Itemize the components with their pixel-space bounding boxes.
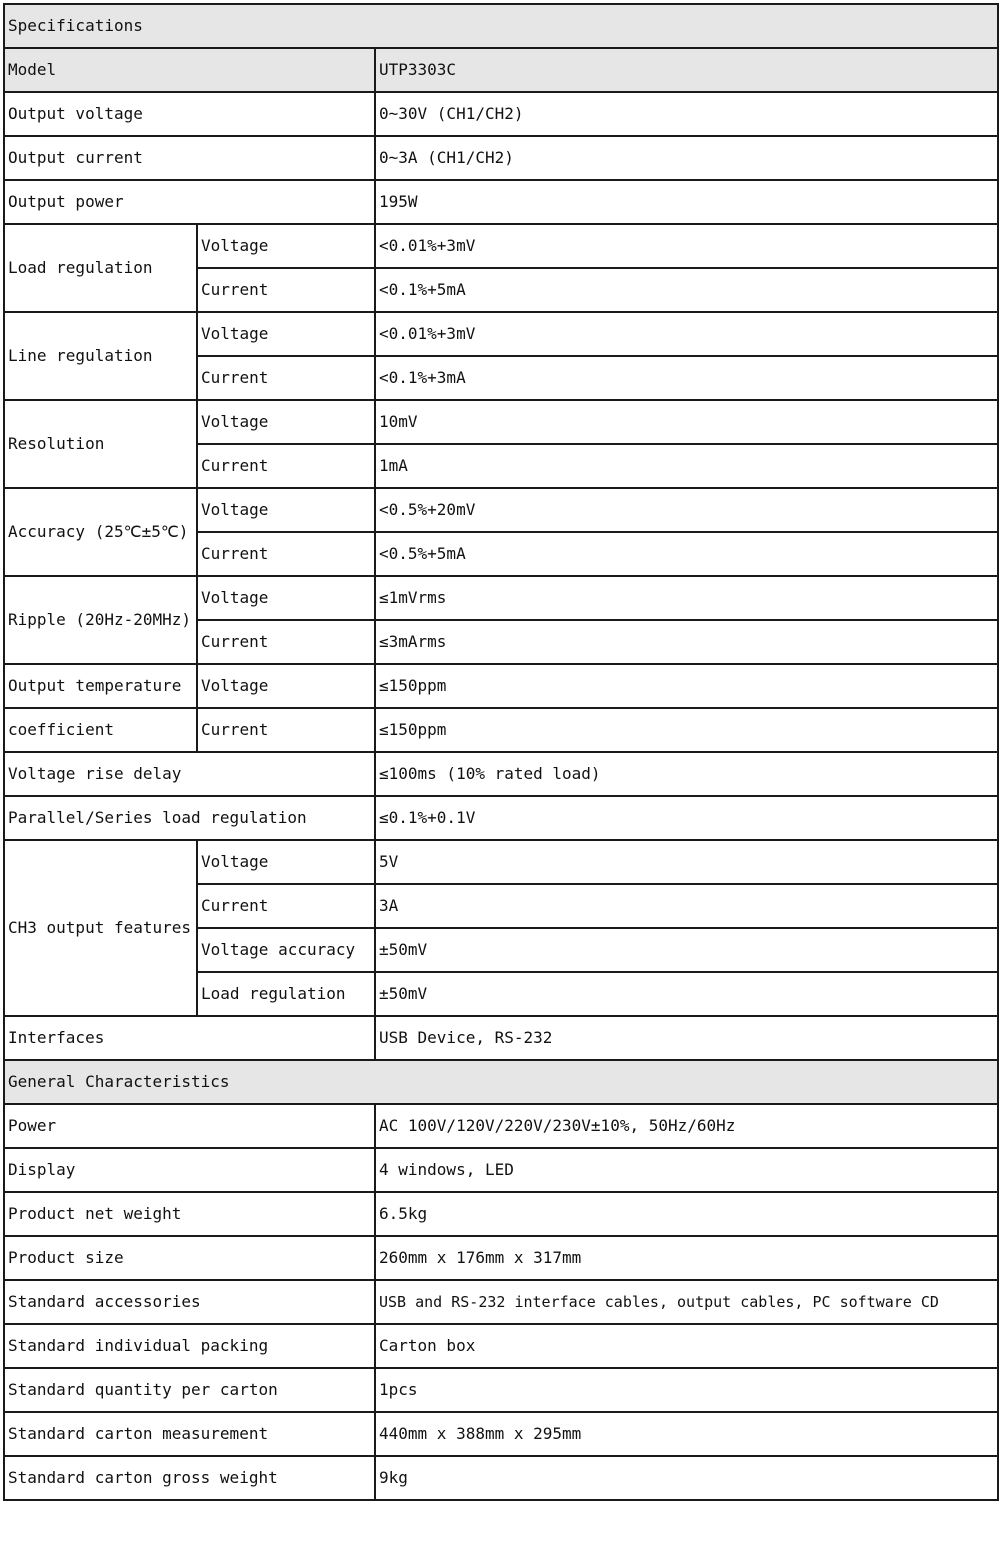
table-row [4, 1324, 998, 1368]
spec-sub-label: Voltage [197, 576, 375, 620]
table-row [4, 1456, 998, 1500]
spec-label: Standard carton gross weight [4, 1456, 375, 1500]
table-row [4, 1368, 998, 1412]
spec-value: 6.5kg [375, 1192, 998, 1236]
table-row [4, 708, 998, 752]
spec-value: ≤100ms (10% rated load) [375, 752, 998, 796]
spec-sub-label: Voltage [197, 664, 375, 708]
spec-value: ≤150ppm [375, 708, 998, 752]
spec-label: Output voltage [4, 92, 375, 136]
spec-sub-label: Current [197, 884, 375, 928]
spec-value: 4 windows, LED [375, 1148, 998, 1192]
spec-group-label: Line regulation [4, 312, 197, 400]
spec-label: Interfaces [4, 1016, 375, 1060]
table-row [4, 180, 998, 224]
spec-value: 5V [375, 840, 998, 884]
table-row [4, 400, 998, 444]
table-row [4, 224, 998, 268]
spec-value: UTP3303C [375, 48, 998, 92]
spec-sub-label: Current [197, 356, 375, 400]
spec-group-label: coefficient [4, 708, 197, 752]
spec-value: 10mV [375, 400, 998, 444]
table-row [4, 1148, 998, 1192]
spec-label: Output current [4, 136, 375, 180]
spec-value: AC 100V/120V/220V/230V±10%, 50Hz/60Hz [375, 1104, 998, 1148]
spec-group-label: Output temperature [4, 664, 197, 708]
table-row [4, 1236, 998, 1280]
spec-value: ≤0.1%+0.1V [375, 796, 998, 840]
spec-value: 260mm x 176mm x 317mm [375, 1236, 998, 1280]
section-header-row [4, 1060, 998, 1104]
spec-value: <0.01%+3mV [375, 224, 998, 268]
spec-value: <0.01%+3mV [375, 312, 998, 356]
spec-label: Product size [4, 1236, 375, 1280]
table-row [4, 664, 998, 708]
table-row [4, 92, 998, 136]
spec-label: Product net weight [4, 1192, 375, 1236]
section-title: General Characteristics [4, 1060, 998, 1104]
spec-value: ±50mV [375, 928, 998, 972]
table-row [4, 752, 998, 796]
table-row [4, 1412, 998, 1456]
spec-sub-label: Current [197, 532, 375, 576]
spec-value: 0~3A (CH1/CH2) [375, 136, 998, 180]
table-row [4, 796, 998, 840]
section-header-row [4, 4, 998, 48]
table-row [4, 48, 998, 92]
spec-sub-label: Voltage [197, 312, 375, 356]
spec-label: Standard quantity per carton [4, 1368, 375, 1412]
table-row [4, 136, 998, 180]
spec-value: Carton box [375, 1324, 998, 1368]
spec-sub-label: Current [197, 708, 375, 752]
spec-value: 9kg [375, 1456, 998, 1500]
spec-sub-label: Current [197, 620, 375, 664]
spec-value: ≤3mArms [375, 620, 998, 664]
section-title: Specifications [4, 4, 998, 48]
table-row [4, 1192, 998, 1236]
spec-value: <0.1%+3mA [375, 356, 998, 400]
spec-group-label: Load regulation [4, 224, 197, 312]
spec-label: Display [4, 1148, 375, 1192]
spec-value: 3A [375, 884, 998, 928]
spec-value: 0~30V (CH1/CH2) [375, 92, 998, 136]
spec-sub-label: Load regulation [197, 972, 375, 1016]
spec-group-label: Resolution [4, 400, 197, 488]
spec-label: Voltage rise delay [4, 752, 375, 796]
specifications-table [3, 3, 999, 1501]
spec-value: <0.1%+5mA [375, 268, 998, 312]
spec-label: Parallel/Series load regulation [4, 796, 375, 840]
spec-sub-label: Voltage [197, 224, 375, 268]
spec-value: <0.5%+20mV [375, 488, 998, 532]
spec-value: 440mm x 388mm x 295mm [375, 1412, 998, 1456]
spec-value: ≤1mVrms [375, 576, 998, 620]
spec-value: USB and RS-232 interface cables, output cables, PC software CD [375, 1280, 998, 1324]
table-row [4, 312, 998, 356]
spec-sub-label: Voltage [197, 400, 375, 444]
spec-label: Power [4, 1104, 375, 1148]
table-row [4, 1016, 998, 1060]
spec-label: Standard carton measurement [4, 1412, 375, 1456]
spec-label: Output power [4, 180, 375, 224]
spec-label: Model [4, 48, 375, 92]
spec-value: ±50mV [375, 972, 998, 1016]
spec-label: Standard accessories [4, 1280, 375, 1324]
spec-group-label: Ripple (20Hz-20MHz) [4, 576, 197, 664]
spec-sub-label: Current [197, 268, 375, 312]
spec-label: Standard individual packing [4, 1324, 375, 1368]
table-row [4, 1280, 998, 1324]
spec-sub-label: Voltage accuracy [197, 928, 375, 972]
spec-value: 1pcs [375, 1368, 998, 1412]
spec-value: 1mA [375, 444, 998, 488]
table-row [4, 488, 998, 532]
spec-value: USB Device, RS-232 [375, 1016, 998, 1060]
spec-value: 195W [375, 180, 998, 224]
spec-group-label: CH3 output features [4, 840, 197, 1016]
spec-value: ≤150ppm [375, 664, 998, 708]
spec-group-label: Accuracy (25℃±5℃) [4, 488, 197, 576]
spec-sub-label: Voltage [197, 488, 375, 532]
table-row [4, 840, 998, 884]
table-row [4, 576, 998, 620]
table-row [4, 1104, 998, 1148]
spec-sub-label: Voltage [197, 840, 375, 884]
spec-value: <0.5%+5mA [375, 532, 998, 576]
spec-sub-label: Current [197, 444, 375, 488]
